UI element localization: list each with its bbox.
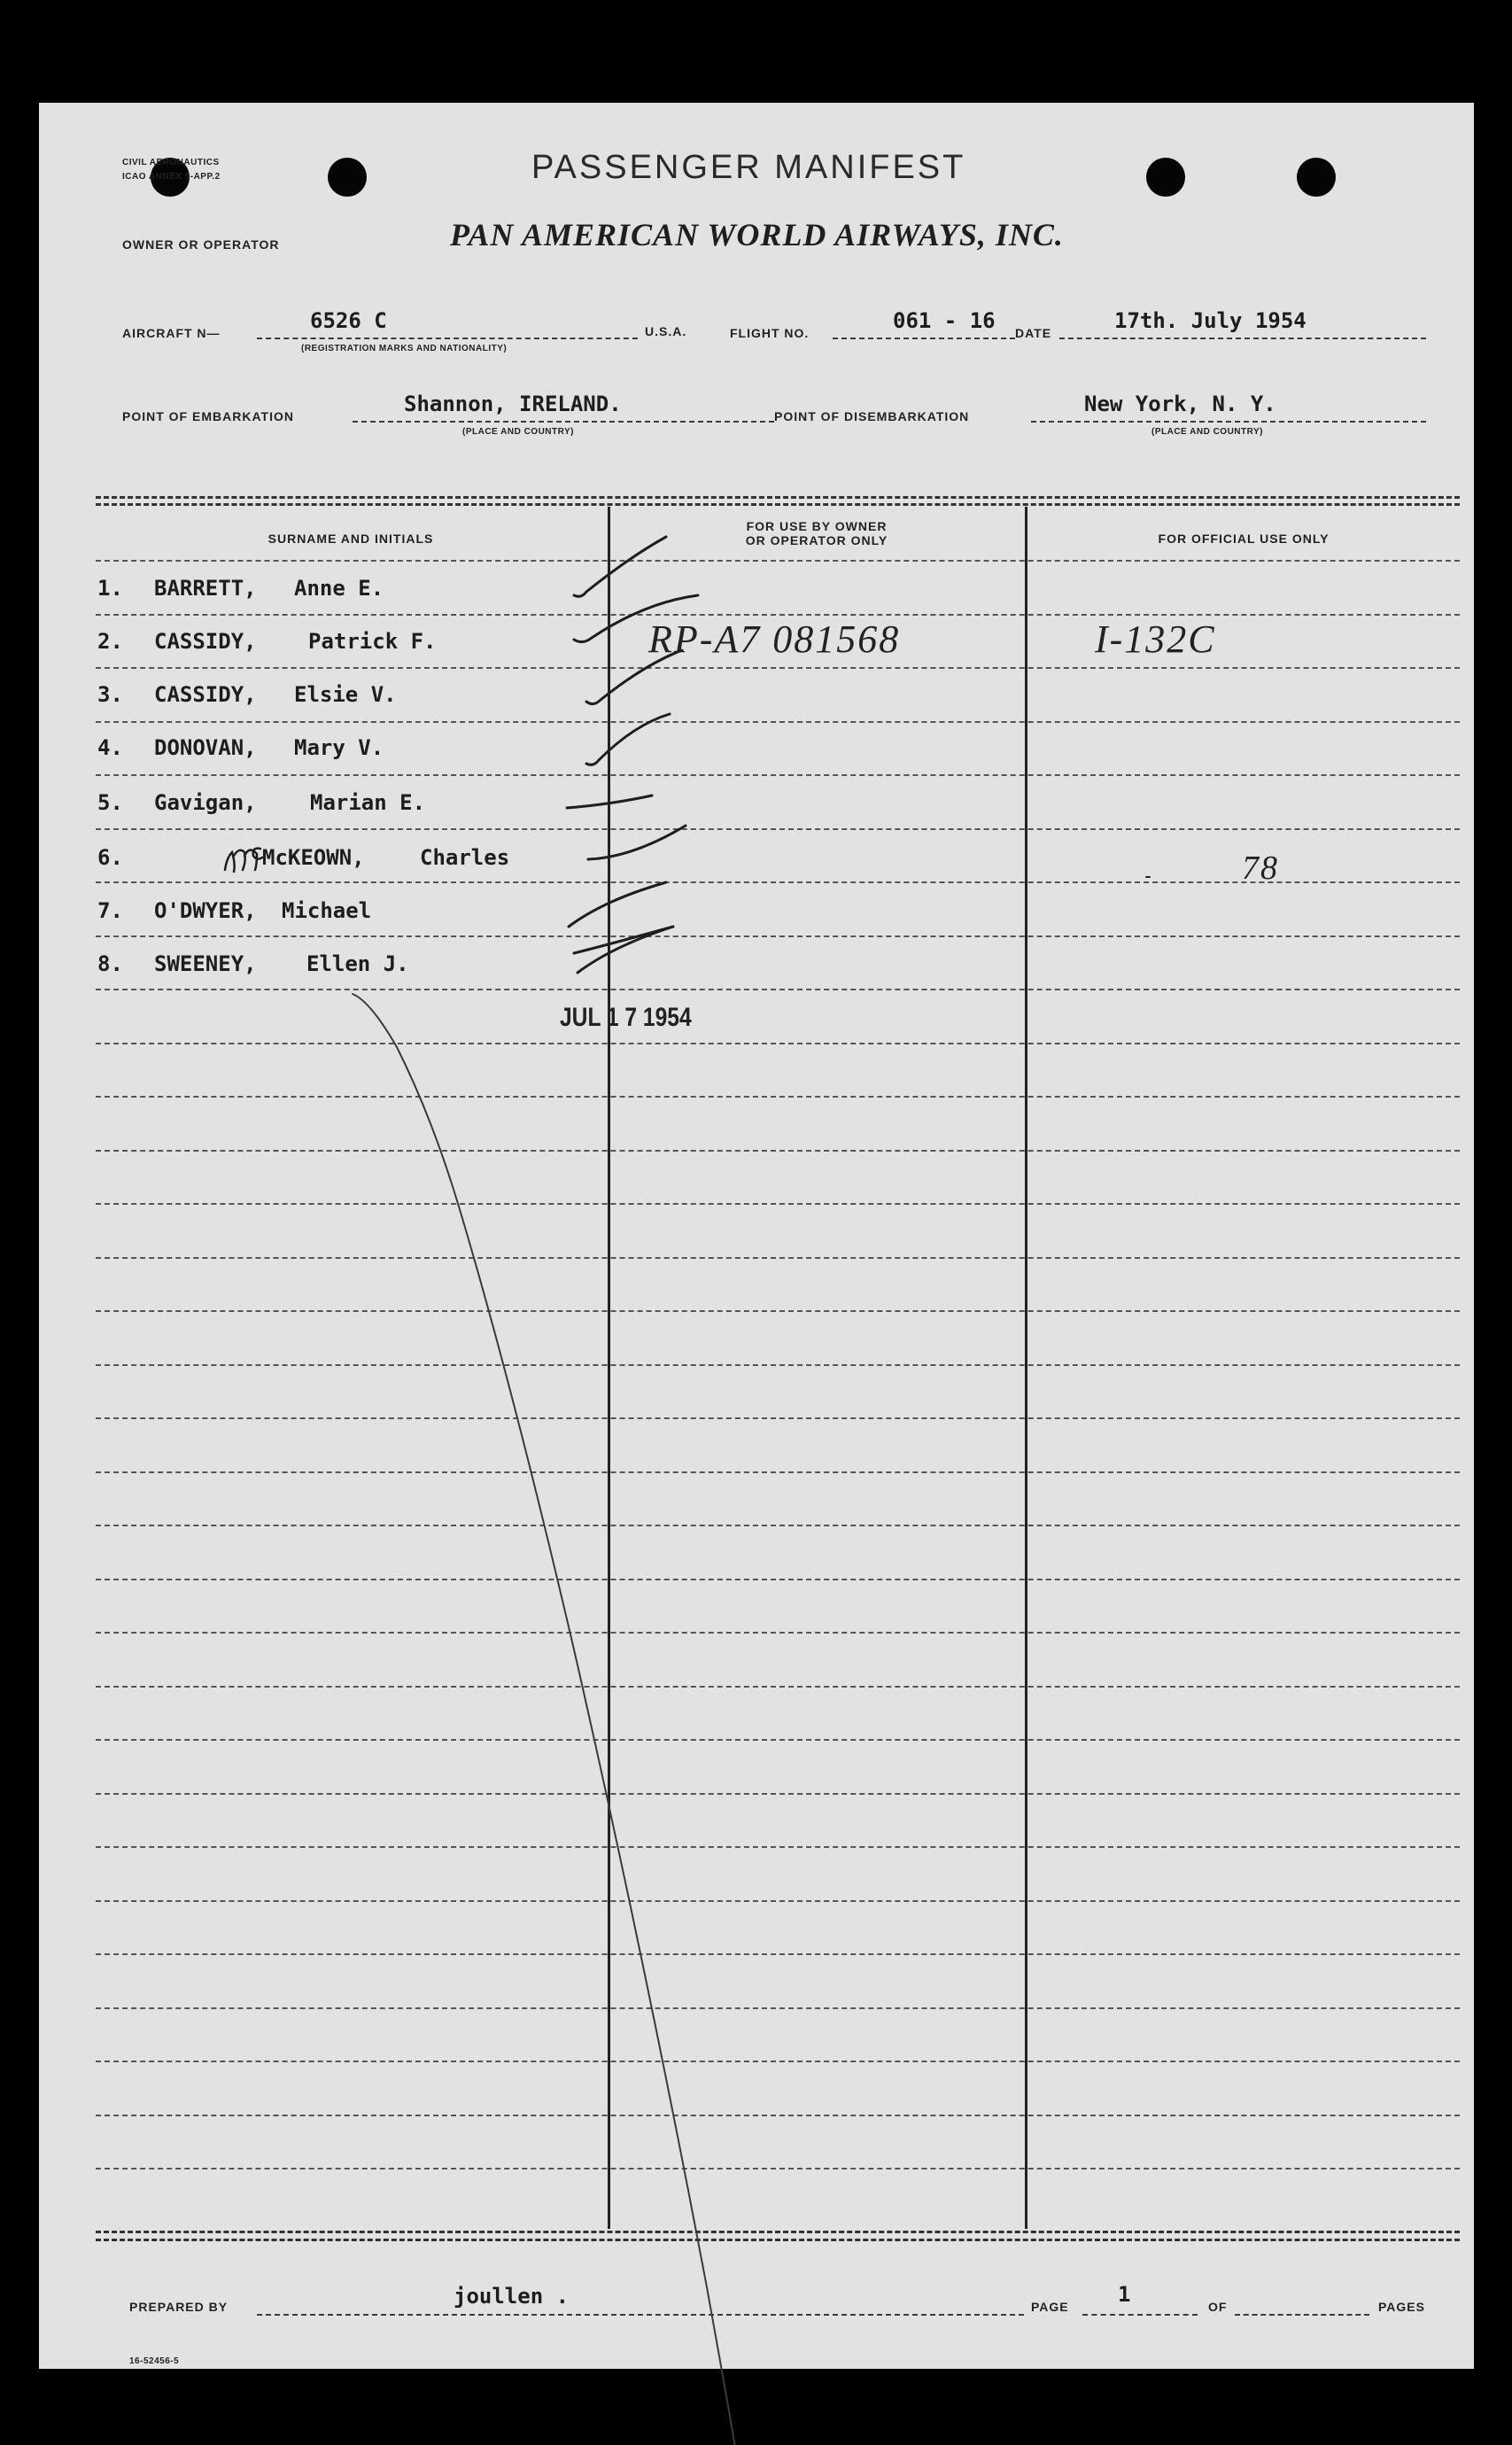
row-rule: [96, 2168, 1460, 2169]
registration-note: (REGISTRATION MARKS AND NATIONALITY): [301, 344, 508, 353]
date-label: DATE: [1015, 326, 1052, 340]
passenger-surname: DONOVAN,: [154, 735, 257, 760]
usa-label: U.S.A.: [645, 324, 687, 338]
passenger-surname: O'DWYER,: [154, 898, 257, 923]
passenger-number: 3.: [97, 682, 123, 707]
row-rule: [96, 1257, 1460, 1259]
passenger-number: 6.: [97, 845, 123, 870]
row-rule: [96, 1203, 1460, 1205]
owner-use-header-line2: OR OPERATOR ONLY: [745, 533, 888, 547]
passenger-surname: BARRETT,: [154, 576, 257, 601]
form-reference-line1: CIVIL AERONAUTICS: [122, 158, 220, 167]
prepared-by-value: joullen .: [454, 2284, 570, 2309]
row-rule: [96, 614, 1460, 616]
row-rule: [96, 1310, 1460, 1312]
airline-name: PAN AMERICAN WORLD AIRWAYS, INC.: [450, 217, 1064, 252]
embarkation-value: Shannon, IRELAND.: [404, 392, 622, 416]
official-note-handwritten: 78: [1242, 850, 1279, 887]
owner-use-header-line1: FOR USE BY OWNER: [746, 519, 888, 533]
owner-label: OWNER OR OPERATOR: [122, 237, 280, 252]
row-rule: [96, 1793, 1460, 1795]
prepared-by-label: PREPARED BY: [129, 2300, 229, 2314]
official-use-header: FOR OFFICIAL USE ONLY: [1158, 532, 1330, 546]
row-rule: [96, 2007, 1460, 2009]
embarkation-note: (PLACE AND COUNTRY): [462, 427, 574, 437]
row-rule: [96, 1632, 1460, 1634]
aircraft-value: 6526 C: [310, 308, 387, 333]
passenger-number: 1.: [97, 576, 123, 601]
row-rule: [96, 935, 1460, 937]
row-rule: [96, 1900, 1460, 1902]
punch-hole: [1297, 158, 1336, 197]
date-value: 17th. July 1954: [1114, 308, 1307, 333]
form-reference-line2: ICAO ANNEX 9-APP.2: [122, 172, 221, 182]
surname-header: SURNAME AND INITIALS: [268, 532, 434, 546]
row-rule: [96, 1846, 1460, 1848]
page-title: PASSENGER MANIFEST: [531, 149, 966, 186]
passenger-given-name: Marian E.: [310, 790, 426, 815]
row-rule: [96, 828, 1460, 830]
manifest-sheet: [39, 103, 1474, 2369]
disembarkation-label: POINT OF DISEMBARKATION: [774, 409, 970, 423]
passenger-surname: CASSIDY,: [154, 629, 257, 654]
row-rule: [96, 1953, 1460, 1955]
row-rule: [96, 1686, 1460, 1688]
page-label: PAGE: [1031, 2300, 1069, 2314]
pages-label: PAGES: [1378, 2300, 1425, 2314]
row-rule: [96, 1150, 1460, 1152]
passenger-given-name: Ellen J.: [306, 951, 409, 976]
flight-value: 061 - 16: [893, 308, 996, 333]
passenger-surname: McKEOWN,: [262, 845, 365, 870]
row-rule: [96, 1364, 1460, 1366]
column-divider: [608, 507, 610, 2229]
form-code: 16-52456-5: [129, 2356, 180, 2366]
punch-hole: [1146, 158, 1185, 197]
passenger-given-name: Anne E.: [294, 576, 384, 601]
row-rule: [96, 1739, 1460, 1741]
disembarkation-note: (PLACE AND COUNTRY): [1151, 427, 1263, 437]
disembarkation-value: New York, N. Y.: [1084, 392, 1276, 416]
row-rule: [96, 1471, 1460, 1473]
row-rule: [96, 1579, 1460, 1580]
passenger-number: 8.: [97, 951, 123, 976]
row-rule: [96, 2115, 1460, 2116]
passenger-surname: Gavigan,: [154, 790, 257, 815]
column-divider: [1025, 507, 1027, 2229]
official-note-handwritten: I-132C: [1095, 617, 1216, 661]
row-rule: [96, 774, 1460, 776]
passenger-given-name: Elsie V.: [294, 682, 397, 707]
passenger-number: 5.: [97, 790, 123, 815]
passenger-number: 2.: [97, 629, 123, 654]
passenger-given-name: Charles: [420, 845, 510, 870]
page-value: 1: [1118, 2282, 1131, 2307]
passenger-number: 4.: [97, 735, 123, 760]
row-rule: [96, 560, 1460, 562]
row-rule: [96, 1043, 1460, 1044]
row-rule: [96, 1417, 1460, 1419]
passenger-given-name: Patrick F.: [308, 629, 437, 654]
punch-hole: [328, 158, 367, 197]
date-stamp: JUL 1 7 1954: [560, 1003, 692, 1032]
row-rule: [96, 667, 1460, 669]
passenger-surname: CASSIDY,: [154, 682, 257, 707]
row-rule: [96, 2061, 1460, 2062]
row-rule: [96, 721, 1460, 723]
row-rule: [96, 1525, 1460, 1526]
flight-label: FLIGHT NO.: [730, 326, 810, 340]
passenger-given-name: Michael: [282, 898, 372, 923]
passenger-surname: SWEENEY,: [154, 951, 257, 976]
passenger-number: 7.: [97, 898, 123, 923]
passenger-given-name: Mary V.: [294, 735, 384, 760]
row-rule: [96, 1096, 1460, 1098]
aircraft-label: AIRCRAFT N—: [122, 326, 221, 340]
owner-note-handwritten: RP-A7 081568: [648, 617, 901, 661]
row-rule: [96, 989, 1460, 990]
of-label: OF: [1208, 2300, 1228, 2314]
embarkation-label: POINT OF EMBARKATION: [122, 409, 294, 423]
